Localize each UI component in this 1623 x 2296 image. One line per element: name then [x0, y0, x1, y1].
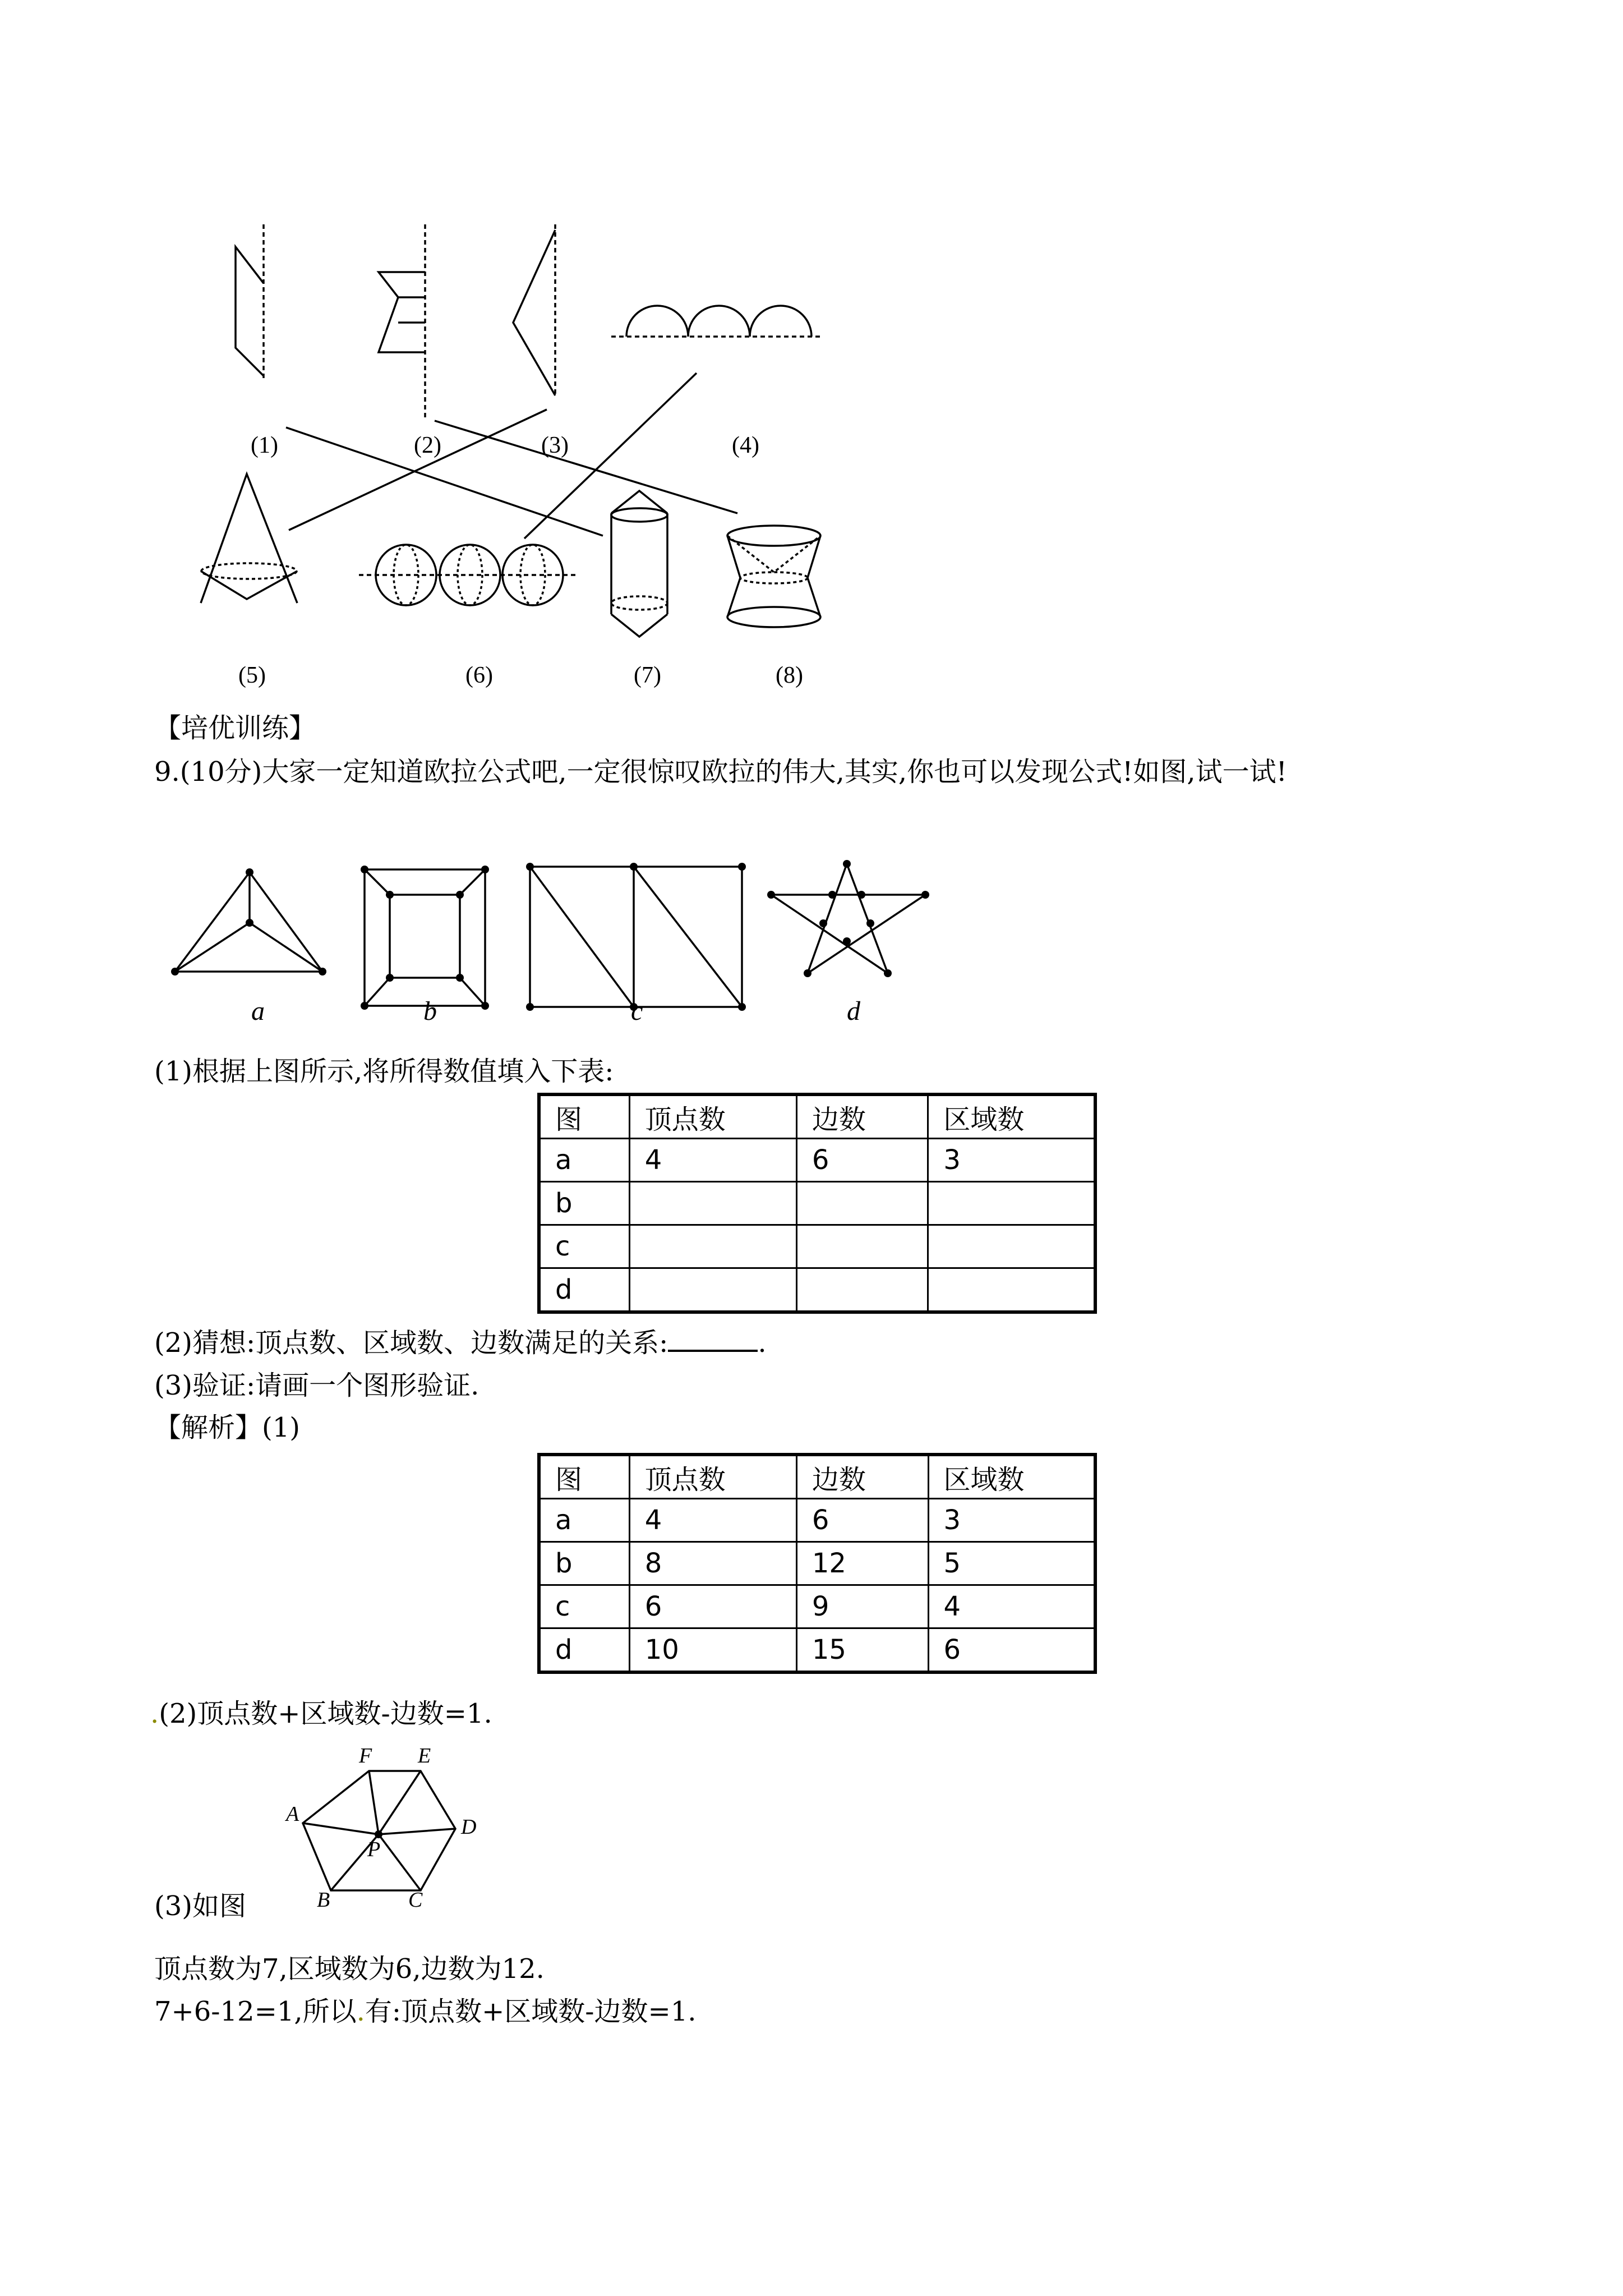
- table-cell: c: [539, 1225, 629, 1268]
- vertex-label-e: E: [418, 1744, 431, 1768]
- blank-data-table: [537, 1093, 1097, 1314]
- table-cell: 3: [928, 1499, 1095, 1542]
- graph-label-b: b: [423, 996, 437, 1026]
- rotation-matching-figure: [0, 0, 1623, 707]
- table-row: [539, 1225, 1095, 1268]
- table-cell: b: [539, 1542, 629, 1585]
- figure-caption-4: (4): [732, 432, 759, 458]
- table-cell: 8: [629, 1542, 796, 1585]
- table-cell: b: [539, 1182, 629, 1225]
- table-cell: [796, 1268, 928, 1313]
- table-cell: [629, 1182, 796, 1225]
- vertex-label-a: A: [286, 1802, 299, 1826]
- table-cell: 4: [629, 1139, 796, 1182]
- table-row: [539, 1268, 1095, 1313]
- table-header-cell: 边数: [796, 1094, 928, 1139]
- table-row: [539, 1139, 1095, 1182]
- table-header-cell: 图: [539, 1455, 629, 1499]
- table-header-row: [539, 1094, 1095, 1139]
- table-cell: [796, 1225, 928, 1268]
- table-cell: 4: [928, 1585, 1095, 1628]
- problem-statement: 9.(10分)大家一定知道欧拉公式吧,一定很惊叹欧拉的伟大,其实,你也可以发现公式!如图,试一试!: [154, 756, 1287, 788]
- figure-caption-6: (6): [465, 662, 493, 688]
- figure-caption-5: (5): [238, 662, 266, 688]
- table-cell: 12: [796, 1542, 928, 1585]
- answer-3-line-2-part-b: 有:顶点数+区域数-边数=1.: [365, 1996, 697, 2027]
- table-row: [539, 1542, 1095, 1585]
- answer-3-line-2: [154, 1995, 697, 2028]
- answer-blank: [668, 1325, 758, 1352]
- table-cell: 6: [796, 1139, 928, 1182]
- table-cell: 3: [928, 1139, 1095, 1182]
- table-cell: 6: [629, 1585, 796, 1628]
- table-cell: d: [539, 1268, 629, 1313]
- table-header-cell: 边数: [796, 1455, 928, 1499]
- analysis-heading: 【解析】(1): [154, 1412, 300, 1443]
- table-cell: 6: [796, 1499, 928, 1542]
- table-header-row: [539, 1455, 1095, 1499]
- answer-data-table: [537, 1453, 1097, 1674]
- answer-3-line-1: 顶点数为7,区域数为6,边数为12.: [154, 1953, 545, 1985]
- question-3: (3)验证:请画一个图形验证.: [154, 1370, 479, 1401]
- table-row: [539, 1628, 1095, 1673]
- answer-3: (3)如图: [154, 1890, 246, 1922]
- table-cell: a: [539, 1139, 629, 1182]
- table-cell: 5: [928, 1542, 1095, 1585]
- table-cell: 9: [796, 1585, 928, 1628]
- table-row: [539, 1499, 1095, 1542]
- table-cell: a: [539, 1499, 629, 1542]
- table-cell: [629, 1225, 796, 1268]
- vertex-label-c: C: [408, 1888, 423, 1912]
- table-cell: d: [539, 1628, 629, 1673]
- table-cell: c: [539, 1585, 629, 1628]
- question-2: [154, 1325, 767, 1360]
- answer-2: [150, 1697, 492, 1731]
- figure-caption-1: (1): [251, 432, 278, 458]
- figure-caption-3: (3): [541, 432, 569, 458]
- vertex-label-f: F: [359, 1744, 372, 1768]
- vertex-label-b: B: [317, 1888, 330, 1912]
- figure-caption-8: (8): [776, 662, 803, 688]
- vertex-label-p: P: [367, 1838, 381, 1861]
- table-cell: [928, 1268, 1095, 1313]
- table-header-cell: 区域数: [928, 1094, 1095, 1139]
- table-header-cell: 图: [539, 1094, 629, 1139]
- vertex-label-d: D: [461, 1815, 477, 1839]
- section-heading: 【培优训练】: [154, 712, 316, 744]
- graph-label-c: c: [631, 996, 643, 1026]
- answer-3-line-2-part-a: 7+6-12=1,所以: [154, 1996, 357, 2027]
- table-header-cell: 顶点数: [629, 1455, 796, 1499]
- table-row: [539, 1585, 1095, 1628]
- table-cell: [629, 1268, 796, 1313]
- table-cell: 10: [629, 1628, 796, 1673]
- graph-label-d: d: [847, 996, 860, 1026]
- table-cell: [928, 1182, 1095, 1225]
- table-row: [539, 1182, 1095, 1225]
- table-cell: 15: [796, 1628, 928, 1673]
- question-1: (1)根据上图所示,将所得数值填入下表:: [154, 1056, 614, 1087]
- answer-2-dot: .: [150, 1698, 159, 1729]
- answer-3-dot: .: [356, 1996, 365, 2027]
- question-2-end: .: [758, 1327, 767, 1359]
- graph-label-a: a: [251, 996, 265, 1026]
- table-cell: 6: [928, 1628, 1095, 1673]
- table-cell: 4: [629, 1499, 796, 1542]
- answer-2-text: (2)顶点数+区域数-边数=1.: [159, 1698, 492, 1729]
- question-2-text: (2)猜想:顶点数、区域数、边数满足的关系:: [154, 1327, 668, 1359]
- table-header-cell: 区域数: [928, 1455, 1095, 1499]
- table-cell: [928, 1225, 1095, 1268]
- figure-caption-2: (2): [414, 432, 441, 458]
- figure-caption-7: (7): [634, 662, 661, 688]
- table-header-cell: 顶点数: [629, 1094, 796, 1139]
- table-cell: [796, 1182, 928, 1225]
